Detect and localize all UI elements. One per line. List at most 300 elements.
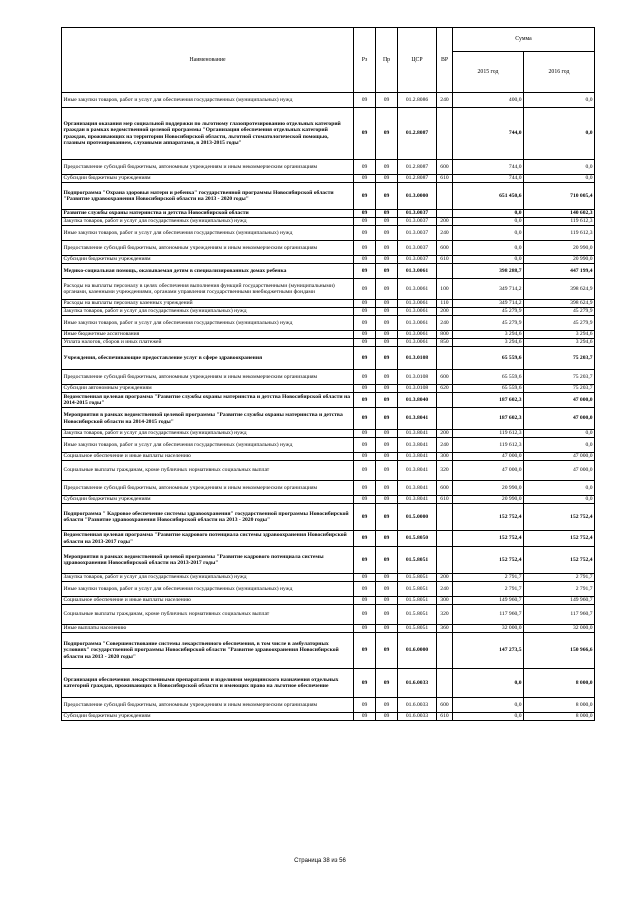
row-amount-2016: 2 791,7 — [524, 574, 595, 582]
row-amount-2016: 75 203,7 — [524, 385, 595, 393]
row-amount-2016: 0,0 — [524, 175, 595, 183]
row-vr — [437, 108, 453, 160]
row-pr: 09 — [376, 385, 398, 393]
row-rz: 09 — [354, 633, 376, 669]
row-vr: 320 — [437, 605, 453, 625]
header-year-2015: 2015 год — [453, 52, 524, 93]
row-rz: 09 — [354, 547, 376, 574]
header-year-2016: 2016 год — [524, 52, 595, 93]
row-amount-2016: 117 960,7 — [524, 605, 595, 625]
row-vr: 610 — [437, 256, 453, 264]
budget-table — [61, 27, 595, 721]
row-csr: 01.3.0061 — [398, 308, 437, 316]
row-amount-2016: 0,0 — [524, 160, 595, 175]
table-row — [62, 605, 595, 625]
row-pr: 09 — [376, 226, 398, 241]
row-csr: 01.6.0033 — [398, 713, 437, 721]
row-name: Расходы на выплаты персоналу в целях обеспечения выполнения функций государственными (муниципальными) органами, казенными учреждениями, органами управления государственными внебюджетными фондами — [62, 279, 354, 300]
table-row — [62, 633, 595, 669]
row-csr: 01.3.0108 — [398, 347, 437, 370]
row-vr: 240 — [437, 93, 453, 108]
row-rz: 09 — [354, 108, 376, 160]
row-csr: 01.2.8086 — [398, 93, 437, 108]
row-name: Учреждения, обеспечивающие предоставление услуг в сфере здравоохранения — [62, 347, 354, 370]
row-name: Иные закупки товаров, работ и услуг для обеспечения государственных (муниципальных) нужд — [62, 316, 354, 331]
row-pr: 09 — [376, 393, 398, 408]
row-csr: 01.3.0037 — [398, 226, 437, 241]
row-pr: 09 — [376, 256, 398, 264]
row-vr: 240 — [437, 226, 453, 241]
row-amount-2016: 149 960,7 — [524, 597, 595, 605]
row-rz: 09 — [354, 160, 376, 175]
row-amount-2016: 152 752,4 — [524, 531, 595, 547]
row-name: Предоставление субсидий бюджетным, автономным учреждениям и иным некоммерческим организациям — [62, 370, 354, 385]
row-pr: 09 — [376, 453, 398, 461]
row-name: Субсидии автономным учреждениям — [62, 385, 354, 393]
row-name: Социальное обеспечение и иные выплаты населению — [62, 597, 354, 605]
row-pr: 09 — [376, 633, 398, 669]
row-amount-2015: 744,0 — [453, 160, 524, 175]
row-rz: 09 — [354, 347, 376, 370]
table-row — [62, 669, 595, 698]
row-amount-2015: 47 000,0 — [453, 453, 524, 461]
row-csr: 01.5.8050 — [398, 531, 437, 547]
row-amount-2016: 152 752,4 — [524, 504, 595, 531]
row-amount-2016: 47 000,0 — [524, 408, 595, 430]
row-pr: 09 — [376, 669, 398, 698]
row-csr: 01.5.8051 — [398, 582, 437, 597]
row-csr: 01.3.0061 — [398, 316, 437, 331]
row-rz: 09 — [354, 264, 376, 279]
row-vr: 850 — [437, 339, 453, 347]
table-row — [62, 308, 595, 316]
row-name: Иные выплаты населению — [62, 625, 354, 633]
row-amount-2015: 65 559,6 — [453, 385, 524, 393]
row-csr: 01.3.0037 — [398, 241, 437, 256]
table-row — [62, 316, 595, 331]
row-vr — [437, 408, 453, 430]
row-name: Мероприятия в рамках ведомственной целевой программы "Развитие кадрового потенциала системы здравоохранения Новосибирской области на 2013-2017 годы" — [62, 547, 354, 574]
row-csr: 01.6.0000 — [398, 633, 437, 669]
row-csr: 01.5.8051 — [398, 605, 437, 625]
row-vr: 200 — [437, 574, 453, 582]
row-name: Мероприятия в рамках ведомственной целевой программы "Развитие службы охраны материнства и детства Новосибирской области на 2014-2015 годы" — [62, 408, 354, 430]
row-amount-2015: 349 714,2 — [453, 300, 524, 308]
row-amount-2015: 400,0 — [453, 93, 524, 108]
row-amount-2015: 20 990,0 — [453, 481, 524, 496]
row-csr: 01.5.0000 — [398, 504, 437, 531]
row-pr: 09 — [376, 496, 398, 504]
row-vr: 320 — [437, 461, 453, 481]
header-sum: Сумма — [453, 28, 595, 52]
row-amount-2016: 0,0 — [524, 108, 595, 160]
row-rz: 09 — [354, 339, 376, 347]
row-amount-2015: 45 279,9 — [453, 308, 524, 316]
row-name: Медико-социальная помощь, оказываемая детям в специализированных домах ребенка — [62, 264, 354, 279]
row-vr: 200 — [437, 430, 453, 438]
row-name: Социальные выплаты гражданам, кроме публичных нормативных социальных выплат — [62, 605, 354, 625]
row-amount-2016: 45 279,9 — [524, 316, 595, 331]
row-csr: 01.3.8041 — [398, 438, 437, 453]
row-amount-2015: 45 279,9 — [453, 316, 524, 331]
page-number: Страница 38 из 56 — [294, 858, 346, 864]
table-row — [62, 331, 595, 339]
row-pr: 09 — [376, 300, 398, 308]
table-row — [62, 481, 595, 496]
table-row — [62, 625, 595, 633]
row-csr: 01.3.0108 — [398, 370, 437, 385]
row-pr: 09 — [376, 93, 398, 108]
table-row — [62, 453, 595, 461]
row-name: Иные закупки товаров, работ и услуг для обеспечения государственных (муниципальных) нужд — [62, 582, 354, 597]
row-amount-2016: 0,0 — [524, 438, 595, 453]
table-row — [62, 504, 595, 531]
table-row — [62, 531, 595, 547]
row-pr: 09 — [376, 547, 398, 574]
row-name: Расходы на выплаты персоналу казенных учреждений — [62, 300, 354, 308]
row-csr: 01.3.0061 — [398, 300, 437, 308]
row-amount-2016: 75 203,7 — [524, 370, 595, 385]
row-rz: 09 — [354, 331, 376, 339]
row-csr: 01.2.8087 — [398, 160, 437, 175]
row-name: Предоставление субсидий бюджетным, автономным учреждениям и иным некоммерческим организациям — [62, 481, 354, 496]
row-pr: 09 — [376, 504, 398, 531]
table-row — [62, 393, 595, 408]
row-name: Закупка товаров, работ и услуг для государственных (муниципальных) нужд — [62, 430, 354, 438]
row-amount-2016: 75 203,7 — [524, 347, 595, 370]
row-amount-2016: 0,0 — [524, 481, 595, 496]
row-amount-2015: 0,0 — [453, 256, 524, 264]
row-rz: 09 — [354, 430, 376, 438]
row-csr: 01.5.8051 — [398, 574, 437, 582]
row-vr: 610 — [437, 713, 453, 721]
row-pr: 09 — [376, 264, 398, 279]
table-row — [62, 183, 595, 210]
row-rz: 09 — [354, 256, 376, 264]
row-rz: 09 — [354, 574, 376, 582]
table-row — [62, 210, 595, 218]
row-vr: 600 — [437, 160, 453, 175]
row-name: Иные закупки товаров, работ и услуг для обеспечения государственных (муниципальных) нужд — [62, 226, 354, 241]
row-rz: 09 — [354, 504, 376, 531]
row-amount-2015: 0,0 — [453, 226, 524, 241]
row-amount-2015: 0,0 — [453, 713, 524, 721]
row-pr: 09 — [376, 218, 398, 226]
row-amount-2016: 119 612,3 — [524, 218, 595, 226]
row-amount-2016: 47 000,0 — [524, 461, 595, 481]
row-name: Ведомственная целевая программа "Развитие кадрового потенциала системы здравоохранения Новосибирской области на 2013-2017 годы" — [62, 531, 354, 547]
row-amount-2015: 3 294,6 — [453, 331, 524, 339]
row-csr: 01.3.8041 — [398, 430, 437, 438]
row-csr: 01.3.8041 — [398, 481, 437, 496]
row-rz: 09 — [354, 93, 376, 108]
row-csr: 01.5.8051 — [398, 625, 437, 633]
row-vr — [437, 547, 453, 574]
header-rz: Рз — [354, 28, 376, 93]
row-pr: 09 — [376, 339, 398, 347]
row-amount-2015: 149 960,7 — [453, 597, 524, 605]
table-row — [62, 713, 595, 721]
header-vr: ВР — [437, 28, 453, 93]
row-amount-2016: 8 000,0 — [524, 669, 595, 698]
row-vr: 600 — [437, 370, 453, 385]
row-amount-2016: 45 279,9 — [524, 308, 595, 316]
row-amount-2015: 0,0 — [453, 698, 524, 713]
table-body — [62, 93, 595, 721]
table-row — [62, 430, 595, 438]
row-amount-2016: 140 602,3 — [524, 210, 595, 218]
row-vr: 300 — [437, 453, 453, 461]
row-csr: 01.3.8041 — [398, 461, 437, 481]
row-amount-2016: 2 791,7 — [524, 582, 595, 597]
row-amount-2016: 398 624,9 — [524, 279, 595, 300]
table-row — [62, 408, 595, 430]
row-pr: 09 — [376, 347, 398, 370]
row-amount-2016: 47 000,0 — [524, 453, 595, 461]
row-amount-2015: 0,0 — [453, 241, 524, 256]
row-amount-2015: 119 612,3 — [453, 430, 524, 438]
table-row — [62, 175, 595, 183]
table-row — [62, 698, 595, 713]
row-vr — [437, 183, 453, 210]
row-vr — [437, 633, 453, 669]
row-vr: 300 — [437, 597, 453, 605]
row-amount-2016: 150 966,6 — [524, 633, 595, 669]
row-amount-2015: 152 752,4 — [453, 531, 524, 547]
row-rz: 09 — [354, 531, 376, 547]
table-row — [62, 438, 595, 453]
row-amount-2015: 65 559,6 — [453, 370, 524, 385]
row-amount-2016: 3 294,6 — [524, 331, 595, 339]
row-name: Ведомственная целевая программа "Развитие службы охраны материнства и детства Новосибирской области на 2014-2015 годы" — [62, 393, 354, 408]
row-vr: 100 — [437, 279, 453, 300]
table-row — [62, 547, 595, 574]
row-csr: 01.3.8041 — [398, 453, 437, 461]
row-csr: 01.6.0033 — [398, 698, 437, 713]
row-rz: 09 — [354, 713, 376, 721]
table-row — [62, 597, 595, 605]
row-name: Субсидии бюджетным учреждениям — [62, 496, 354, 504]
row-pr: 09 — [376, 175, 398, 183]
table-row — [62, 256, 595, 264]
row-pr: 09 — [376, 481, 398, 496]
row-amount-2015: 651 450,6 — [453, 183, 524, 210]
row-pr: 09 — [376, 430, 398, 438]
row-pr: 09 — [376, 597, 398, 605]
row-pr: 09 — [376, 210, 398, 218]
row-rz: 09 — [354, 453, 376, 461]
row-rz: 09 — [354, 669, 376, 698]
row-amount-2016: 3 294,6 — [524, 339, 595, 347]
row-amount-2016: 398 624,9 — [524, 300, 595, 308]
row-vr: 240 — [437, 316, 453, 331]
row-pr: 09 — [376, 183, 398, 210]
row-pr: 09 — [376, 698, 398, 713]
row-amount-2015: 147 273,5 — [453, 633, 524, 669]
row-vr: 360 — [437, 625, 453, 633]
row-name: Организация обеспечения лекарственными препаратами и изделиями медицинского назначения отдельных категорий граждан, проживающих в Новосибирской области и имеющих право на льготное обеспечение — [62, 669, 354, 698]
row-rz: 09 — [354, 218, 376, 226]
row-vr — [437, 264, 453, 279]
row-name: Закупка товаров, работ и услуг для государственных (муниципальных) нужд — [62, 308, 354, 316]
row-vr: 600 — [437, 241, 453, 256]
row-rz: 09 — [354, 438, 376, 453]
row-rz: 09 — [354, 226, 376, 241]
row-amount-2015: 187 602,3 — [453, 393, 524, 408]
row-vr: 800 — [437, 331, 453, 339]
row-rz: 09 — [354, 597, 376, 605]
row-csr: 01.3.0037 — [398, 218, 437, 226]
row-name: Уплата налогов, сборов и иных платежей — [62, 339, 354, 347]
row-amount-2016: 20 990,0 — [524, 256, 595, 264]
row-name: Иные закупки товаров, работ и услуг для обеспечения государственных (муниципальных) нужд — [62, 438, 354, 453]
row-amount-2015: 187 602,3 — [453, 408, 524, 430]
row-amount-2015: 3 294,6 — [453, 339, 524, 347]
row-pr: 09 — [376, 408, 398, 430]
row-csr: 01.3.0061 — [398, 279, 437, 300]
row-pr: 09 — [376, 370, 398, 385]
row-name: Развитие службы охраны материнства и детства Новосибирской области — [62, 210, 354, 218]
row-vr — [437, 347, 453, 370]
row-pr: 09 — [376, 574, 398, 582]
row-name: Организация оказания мер социальной поддержки по льготному глазопротезированию отдельных категорий граждан в рамках ведомственной целевой программы "Организация обеспечения отдельных категорий граждан, проживающих на территории Новосибирской области, льготной стоматологической помощью, глазным протезированием, слуховыми аппаратами, в 2013-2015 годы" — [62, 108, 354, 160]
row-csr: 01.3.8041 — [398, 496, 437, 504]
row-name: Подпрограмма " Кадровое обеспечение системы здравоохранения" государственной программы Новосибирской области "Развитие здравоохранения Новосибирской области на 2013 - 2020 годы" — [62, 504, 354, 531]
row-amount-2015: 744,0 — [453, 175, 524, 183]
header-pr: Пр — [376, 28, 398, 93]
row-rz: 09 — [354, 183, 376, 210]
table-row — [62, 496, 595, 504]
row-pr: 09 — [376, 316, 398, 331]
row-name: Социальное обеспечение и иные выплаты населению — [62, 453, 354, 461]
row-rz: 09 — [354, 461, 376, 481]
row-vr: 200 — [437, 218, 453, 226]
row-rz: 09 — [354, 385, 376, 393]
row-pr: 09 — [376, 625, 398, 633]
row-vr: 610 — [437, 175, 453, 183]
row-name: Субсидии бюджетным учреждениям — [62, 175, 354, 183]
row-csr: 01.3.0037 — [398, 256, 437, 264]
row-name: Субсидии бюджетным учреждениям — [62, 256, 354, 264]
row-amount-2015: 117 960,7 — [453, 605, 524, 625]
row-amount-2015: 744,0 — [453, 108, 524, 160]
header-csr: ЦСР — [398, 28, 437, 93]
row-rz: 09 — [354, 175, 376, 183]
row-vr: 110 — [437, 300, 453, 308]
table-row — [62, 461, 595, 481]
row-vr — [437, 669, 453, 698]
row-vr: 620 — [437, 385, 453, 393]
row-vr — [437, 531, 453, 547]
table-row — [62, 264, 595, 279]
row-rz: 09 — [354, 393, 376, 408]
table-row — [62, 108, 595, 160]
row-name: Социальные выплаты гражданам, кроме публичных нормативных социальных выплат — [62, 461, 354, 481]
row-vr — [437, 393, 453, 408]
row-amount-2015: 2 791,7 — [453, 574, 524, 582]
row-amount-2015: 0,0 — [453, 218, 524, 226]
row-name: Субсидии бюджетным учреждениям — [62, 713, 354, 721]
row-pr: 09 — [376, 605, 398, 625]
row-rz: 09 — [354, 316, 376, 331]
row-amount-2016: 152 752,4 — [524, 547, 595, 574]
row-amount-2016: 20 990,0 — [524, 241, 595, 256]
row-vr — [437, 504, 453, 531]
row-rz: 09 — [354, 300, 376, 308]
row-vr: 240 — [437, 438, 453, 453]
row-pr: 09 — [376, 531, 398, 547]
table-row — [62, 339, 595, 347]
row-amount-2015: 20 990,0 — [453, 496, 524, 504]
row-name: Иные бюджетные ассигнования — [62, 331, 354, 339]
row-amount-2015: 47 000,0 — [453, 461, 524, 481]
row-amount-2016: 447 199,4 — [524, 264, 595, 279]
row-rz: 09 — [354, 241, 376, 256]
row-rz: 09 — [354, 308, 376, 316]
row-rz: 09 — [354, 582, 376, 597]
row-csr: 01.2.8087 — [398, 175, 437, 183]
table-row — [62, 582, 595, 597]
row-pr: 09 — [376, 160, 398, 175]
row-pr: 09 — [376, 279, 398, 300]
row-name: Закупка товаров, работ и услуг для государственных (муниципальных) нужд — [62, 218, 354, 226]
row-amount-2015: 2 791,7 — [453, 582, 524, 597]
row-amount-2015: 349 714,2 — [453, 279, 524, 300]
row-rz: 09 — [354, 481, 376, 496]
row-pr: 09 — [376, 582, 398, 597]
row-amount-2016: 32 000,0 — [524, 625, 595, 633]
row-amount-2016: 710 005,4 — [524, 183, 595, 210]
row-name: Подпрограмма "Охрана здоровья матери и ребенка" государственной программы Новосибирской области "Развитие здравоохранения Новосибирской области на 2013 - 2020 годы" — [62, 183, 354, 210]
row-amount-2016: 47 000,0 — [524, 393, 595, 408]
row-vr: 200 — [437, 308, 453, 316]
row-amount-2016: 119 612,3 — [524, 226, 595, 241]
row-vr — [437, 210, 453, 218]
table-row — [62, 93, 595, 108]
row-csr: 01.6.0033 — [398, 669, 437, 698]
row-vr: 610 — [437, 496, 453, 504]
row-csr: 01.3.0108 — [398, 385, 437, 393]
table-row — [62, 300, 595, 308]
row-amount-2016: 0,0 — [524, 496, 595, 504]
row-name: Предоставление субсидий бюджетным, автономным учреждениям и иным некоммерческим организациям — [62, 698, 354, 713]
table-row — [62, 574, 595, 582]
row-vr: 600 — [437, 481, 453, 496]
table-row — [62, 226, 595, 241]
row-pr: 09 — [376, 438, 398, 453]
row-csr: 01.2.8087 — [398, 108, 437, 160]
row-rz: 09 — [354, 370, 376, 385]
row-name: Предоставление субсидий бюджетным, автономным учреждениям и иным некоммерческим организациям — [62, 241, 354, 256]
row-csr: 01.3.0061 — [398, 339, 437, 347]
row-rz: 09 — [354, 496, 376, 504]
table-row — [62, 385, 595, 393]
row-pr: 09 — [376, 461, 398, 481]
row-vr: 600 — [437, 698, 453, 713]
row-name: Подпрограмма "Совершенствование системы лекарственного обеспечения, в том числе в амбулаторных условиях" государственной программы Новосибирской области "Развитие здравоохранения Новосибирской области на 2013 - 2020 годы" — [62, 633, 354, 669]
row-pr: 09 — [376, 108, 398, 160]
row-rz: 09 — [354, 210, 376, 218]
row-rz: 09 — [354, 625, 376, 633]
row-csr: 01.3.0061 — [398, 264, 437, 279]
table-row — [62, 279, 595, 300]
row-name: Закупка товаров, работ и услуг для государственных (муниципальных) нужд — [62, 574, 354, 582]
row-pr: 09 — [376, 241, 398, 256]
row-amount-2016: 8 000,0 — [524, 698, 595, 713]
row-csr: 01.3.0000 — [398, 183, 437, 210]
table-row — [62, 370, 595, 385]
row-amount-2015: 152 752,4 — [453, 547, 524, 574]
